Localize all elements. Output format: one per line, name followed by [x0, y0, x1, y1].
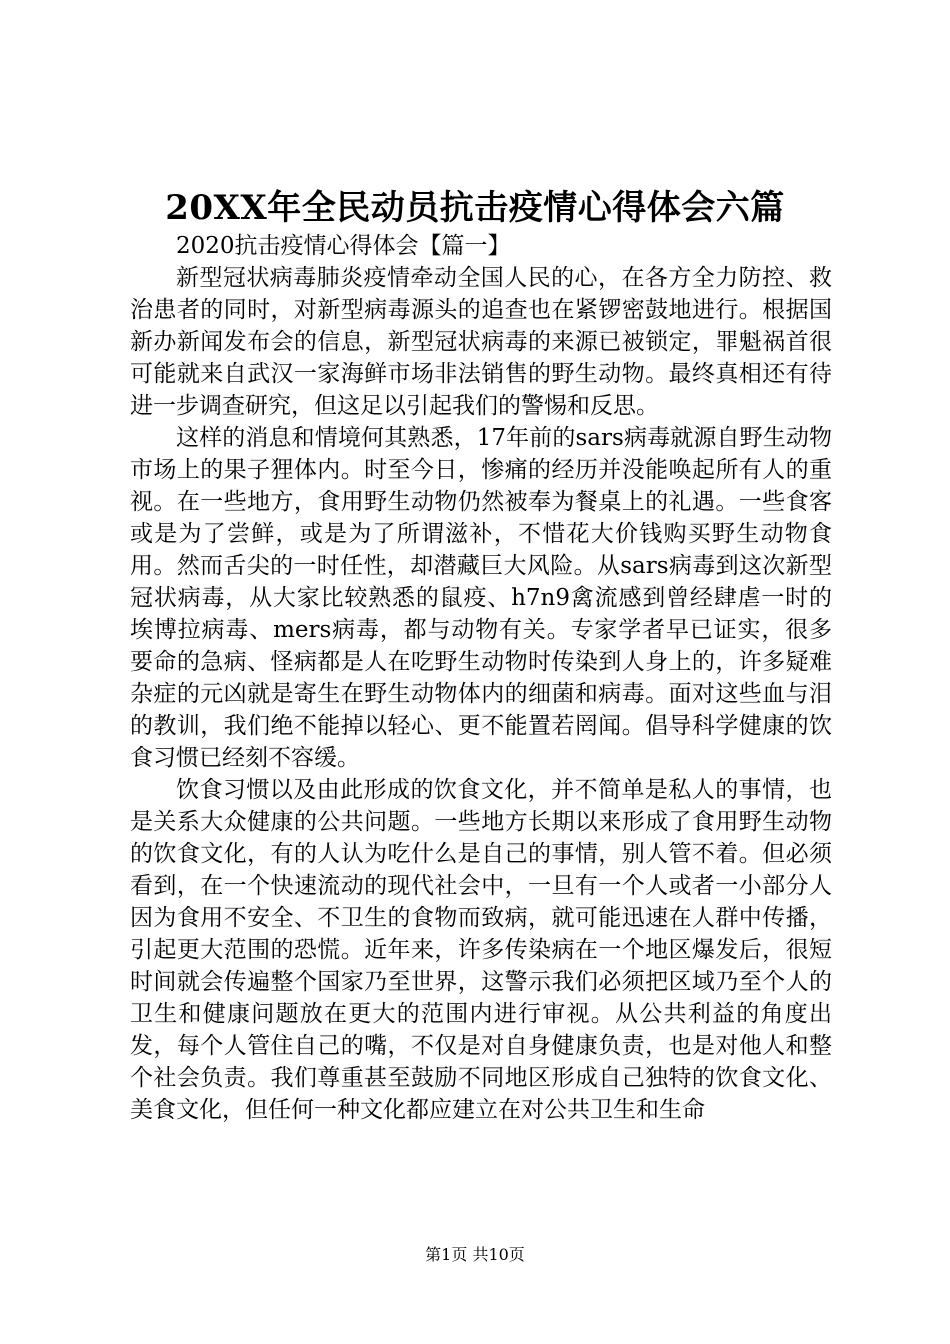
document-title: 20XX年全民动员抗击疫情心得体会六篇 — [165, 188, 785, 228]
document-body — [130, 230, 832, 1126]
paragraph-1: 新型冠状病毒肺炎疫情牵动全国人民的心，在各方全力防控、救治患者的同时，对新型病毒源头的追查也在紧锣密鼓地进行。根据国新办新闻发布会的信息，新型冠状病毒的来源已被锁定，罪魁祸首很可能就来自武汉一家海鲜市场非法销售的野生动物。最终真相还有待进一步调查研究，但这足以引起我们的警惕和反思。 — [130, 265, 832, 419]
page-number-footer: 第1页 共10页 — [425, 1245, 525, 1264]
section-heading: 2020抗击疫情心得体会【篇一】 — [176, 233, 511, 259]
paragraph-2: 这样的消息和情境何其熟悉，17年前的sars病毒就源自野生动物市场上的果子狸体内。时至今日，惨痛的经历并没能唤起所有人的重视。在一些地方，食用野生动物仍然被奉为餐桌上的礼遇。一些食客或是为了尝鲜，或是为了所谓滋补，不惜花大价钱购买野生动物食用。然而舌尖的一时任性，却潜藏巨大风险。从sars病毒到这次新型冠状病毒，从大家比较熟悉的鼠疫、h7n9禽流感到曾经肆虐一时的埃博拉病毒、mers病毒，都与动物有关。专家学者早已证实，很多要命的急病、怪病都是人在吃野生动物时传染到人身上的，许多疑难杂症的元凶就是寄生在野生动物体内的细菌和病毒。面对这些血与泪的教训，我们绝不能掉以轻心、更不能置若罔闻。倡导科学健康的饮食习惯已经刻不容缓。 — [130, 425, 832, 771]
paragraph-3: 饮食习惯以及由此形成的饮食文化，并不简单是私人的事情，也是关系大众健康的公共问题。一些地方长期以来形成了食用野生动物的饮食文化，有的人认为吃什么是自己的事情，别人管不着。但必须看到，在一个快速流动的现代社会中，一旦有一个人或者一小部分人因为食用不安全、不卫生的食物而致病，就可能迅速在人群中传播，引起更大范围的恐慌。近年来，许多传染病在一个地区爆发后，很短时间就会传遍整个国家乃至世界，这警示我们必须把区域乃至个人的卫生和健康问题放在更大的范围内进行审视。从公共利益的角度出发，每个人管住自己的嘴，不仅是对自身健康负责，也是对他人和整个社会负责。我们尊重甚至鼓励不同地区形成自己独特的饮食文化、美食文化，但任何一种文化都应建立在对公共卫生和生命 — [130, 777, 832, 1123]
